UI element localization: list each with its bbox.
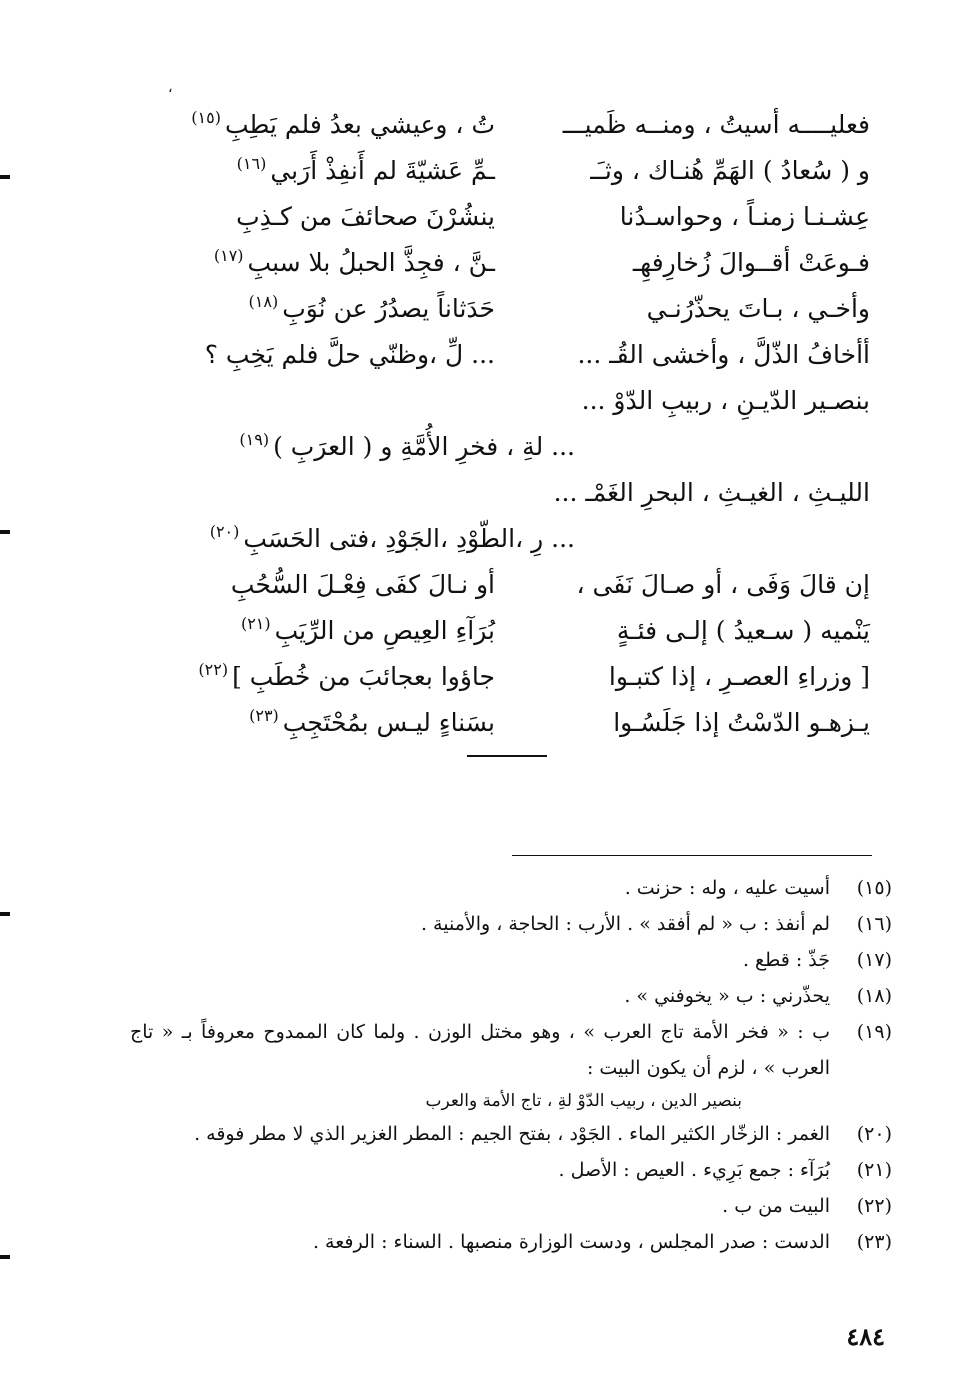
margin-mark [0, 530, 10, 534]
page-number: ٤٨٤ [846, 1322, 885, 1351]
footnotes [130, 870, 892, 1260]
verse-number: (٢٣) [249, 706, 279, 725]
line-text: ... رِ ،الطّوْدِ ،الجَوْدِ ،فتى الحَسَبِ [243, 524, 575, 553]
footnote [130, 1014, 892, 1116]
footnote [130, 1188, 892, 1224]
margin-mark [0, 1255, 10, 1259]
hemistich-text: ينشُرْنَ صحائفَ من كـذِبِ [236, 202, 495, 231]
verse-first-hemistich: يَنْميه ( سـعيدُ ) إلـى فئـةٍ [616, 616, 870, 645]
footnote [130, 870, 892, 906]
footnote-text: الدست : صدر المجلس ، ودست الوزارة منصبها . السناء : الرفعة . [312, 1231, 830, 1253]
verse-line [150, 286, 870, 332]
verse-line [150, 240, 870, 286]
verse-full-text [150, 424, 575, 473]
verse-full-line [150, 516, 870, 562]
verse-second-hemistich [150, 700, 495, 749]
footnote-text: الغمر : الزخّار الكثير الماء . الجَوْد ، بفتح الجيم : المطر الغزير الذي لا مطر فوقه . [194, 1123, 830, 1145]
hemistich-text: جاؤوا بعجائبَ من خُطَبِ ] [232, 662, 495, 691]
verse-line [150, 148, 870, 194]
verse-number: (١٧) [213, 246, 244, 265]
verse-line [150, 194, 870, 240]
page-mark: ، [168, 80, 173, 96]
verse-first-hemistich: [ وزراءِ العصـرِ ، إذا كتبـوا [608, 662, 870, 691]
verse-first-hemistich: وأخـي ، بـاتَ يحذّرُنـي [646, 294, 870, 323]
verse-number: (١٩) [239, 430, 270, 449]
footnote-number: (١٥) [856, 877, 892, 899]
verse-line [150, 654, 870, 700]
hemistich-text: حَدَثاناً يصدُرُ عن نُوَبِ [282, 294, 495, 323]
verse-second-hemistich [150, 562, 495, 611]
hemistich-text: بُرَآءِ العِيصِ من الرِّيَبِ [274, 616, 495, 645]
verse-number: (١٥) [191, 108, 221, 127]
section-divider [467, 755, 547, 757]
verse-number: (١٨) [248, 292, 279, 311]
verse-second-hemistich [150, 194, 495, 243]
hemistich-text: أو نـالَ كفَى فِعْـلَ السُّحُبِ [230, 570, 495, 599]
footnote [130, 978, 892, 1014]
verse-line [150, 700, 870, 746]
margin-mark [0, 912, 10, 916]
verse-line [150, 102, 870, 148]
margin-mark [0, 175, 10, 179]
verse-second-hemistich [150, 286, 495, 335]
verse-second-hemistich [150, 654, 495, 703]
verse-full-line [150, 378, 870, 424]
verse-first-hemistich: يـزهـو الدّسْتُ إذا جَلَسُـوا [613, 708, 870, 737]
verse-number: (٢٠) [209, 522, 240, 541]
verse-second-hemistich [150, 240, 495, 289]
hemistich-text: تُ ، وعيشي بعدُ فلم يَطِبِ [224, 110, 495, 139]
footnotes-rule [512, 855, 872, 856]
hemistich-text: ـنَّ ، فجِذَّ الحبلُ بلا سببِ [247, 248, 495, 277]
footnote-text: جَذّ : قطع . [742, 949, 830, 971]
verse-full-text [150, 470, 870, 519]
footnote-number: (١٦) [856, 913, 892, 935]
poem [150, 102, 870, 746]
verse-full-text [150, 378, 870, 427]
hemistich-text: ... لِّ ،وظنّي حلَّ فلم يَخِبِ ؟ [204, 340, 495, 369]
footnote-text: أسيت عليه ، وله : حزنت . [624, 877, 830, 899]
footnote-text: لم أنفذ : ب « لم أفقد » . الأرب : الحاجة ، والأمنية . [420, 913, 830, 935]
verse-second-hemistich [150, 332, 495, 381]
hemistich-text: بسَناءٍ ليـس بمُحْتَجِبِ [282, 708, 495, 737]
verse-full-line [150, 424, 870, 470]
verse-line [150, 562, 870, 608]
verse-number: (١٦) [236, 154, 267, 173]
line-text: الليـثِ ، الغيـثِ ، البحرِ الغَمْـ ... [553, 478, 870, 507]
footnote-number: (١٧) [856, 949, 892, 971]
verse-first-hemistich: عِشـنـا زمنـاً ، وحواسـدُنا [619, 202, 870, 231]
footnote-number: (٢٢) [856, 1195, 892, 1217]
verse-line [150, 608, 870, 654]
verse-full-text [150, 516, 575, 565]
verse-first-hemistich: فعليــــه أسيتُ ، ومنــه ظَميـــ [562, 110, 870, 139]
footnote-text: يحذّرني : ب « يخوفني » . [624, 985, 830, 1007]
footnote-quoted-verse: بنصير الدين ، ربيب الدّوْ لةِ ، تاج الأمة والعرب [425, 1091, 742, 1111]
footnote [130, 906, 892, 942]
footnote-number: (١٩) [856, 1021, 892, 1043]
footnote [130, 1224, 892, 1260]
footnote-text: بُرَآء : جمع بَرِيء . العيص : الأصل . [558, 1159, 830, 1181]
verse-full-line [150, 470, 870, 516]
footnote-number: (١٨) [856, 985, 892, 1007]
verse-number: (٢١) [240, 614, 271, 633]
line-text: بنصـير الدّيـنِ ، ربيبِ الدّوْ ... [581, 386, 870, 415]
footnote-number: (٢٠) [856, 1123, 892, 1145]
verse-first-hemistich: و ( سُعادُ ) الهَمِّ هُنـاك ، وثـَـ [590, 156, 870, 185]
verse-second-hemistich [150, 608, 495, 657]
footnote-number: (٢٣) [856, 1231, 892, 1253]
verse-second-hemistich [150, 102, 495, 151]
hemistich-text: ـمِّ عَشيّةَ لم أَنفِذْ أَرَبي [270, 156, 495, 185]
line-text: ... لةِ ، فخرِ الأُمَّةِ و ( العرَبِ ) [273, 432, 575, 461]
footnote [130, 1152, 892, 1188]
verse-line [150, 332, 870, 378]
footnote-number: (٢١) [856, 1159, 892, 1181]
verse-second-hemistich [150, 148, 495, 197]
footnote [130, 1116, 892, 1152]
verse-first-hemistich: فـوعَتْ أقــوالَ زُخارِفهِـ [632, 248, 870, 277]
footnote-text: البيت من ب . [722, 1195, 830, 1217]
footnote [130, 942, 892, 978]
verse-number: (٢٢) [198, 660, 229, 679]
footnote-text: ب : « فخر الأمة تاج العرب » ، وهو مختل الوزن . ولما كان الممدوح معروفاً بـ « تاج العرب » ، لزم أن يكون البيت : [130, 1021, 830, 1079]
verse-first-hemistich: أأخافُ الذّلَّ ، وأخشى القُـ ... [577, 340, 870, 369]
verse-first-hemistich: إن قالَ وَفَى ، أو صـالَ نَفَى ، [576, 570, 870, 599]
